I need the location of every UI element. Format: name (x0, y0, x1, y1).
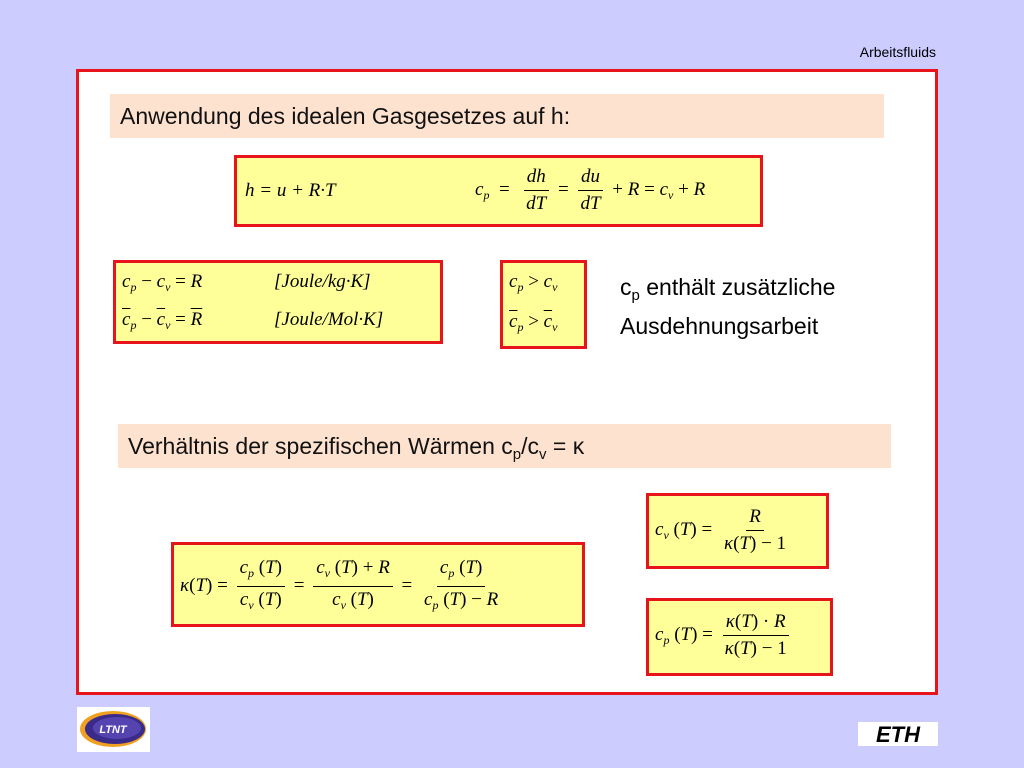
kappa-heading-text: Verhältnis der spezifischen Wärmen $c_p/c_v = \kappa$ (128, 433, 585, 463)
cp-kappa-equation: $c_p$ (T) = $\frac{\kappa(T) \cdot R}{\kappa(T) - 1}$ (655, 611, 787, 659)
cv-kappa-equation: $c_v$ (T) = $\frac{R}{\kappa(T) - 1}$ (655, 506, 787, 554)
specific-unit: [Joule/kg·K] (274, 271, 371, 292)
enthalpy-formula-box (234, 155, 763, 227)
cv-kappa-box (646, 493, 829, 569)
molar-difference-equation: $\overline{c}_p - \overline{c}_v = \overline{R}$ (122, 309, 203, 332)
molar-unit: [Joule/Mol·K] (274, 309, 384, 330)
kappa-definition-box (171, 542, 585, 627)
section-heading-text: Anwendung des idealen Gasgesetzes auf h: (120, 103, 571, 129)
section-heading-kappa (118, 424, 891, 468)
cp-note-line1: $c_p$ enthält zusätzliche (620, 274, 836, 304)
eth-logo-text: ETH (876, 722, 920, 746)
cp-kappa-box (646, 598, 833, 676)
section-heading-ideal-gas (110, 94, 884, 138)
cp-greater-cv-box (500, 260, 587, 349)
cp-note (620, 272, 835, 341)
ltnt-logo-text: LTNT (99, 724, 127, 736)
specific-inequality: $c_p > c_v$ (509, 271, 558, 294)
cp-cv-difference-box (113, 260, 443, 344)
molar-inequality: $\overline{c}_p > \overline{c}_v$ (509, 311, 558, 334)
cp-derivative-equation: $c_p$ = $\frac{dh}{dT}$ = $\frac{du}{dT}$ + $R = c_v + R$ (475, 166, 706, 214)
slide-topic-label: Arbeitsfluids (859, 44, 936, 60)
cp-note-line2: Ausdehnungsarbeit (620, 313, 819, 339)
ltnt-logo (77, 707, 150, 752)
specific-difference-equation: $c_p - c_v = R$ (122, 271, 203, 294)
eth-logo (858, 722, 938, 746)
kappa-equation: κ(T) = $\frac{c_p (T)}{c_v (T)}$ = $\frac{c_v (T) + R}{c_v (T)}$ = $\frac{c_p (T)}{c_p (T) - R}$ (180, 557, 499, 612)
enthalpy-equation: h = u + R·T (245, 180, 336, 201)
